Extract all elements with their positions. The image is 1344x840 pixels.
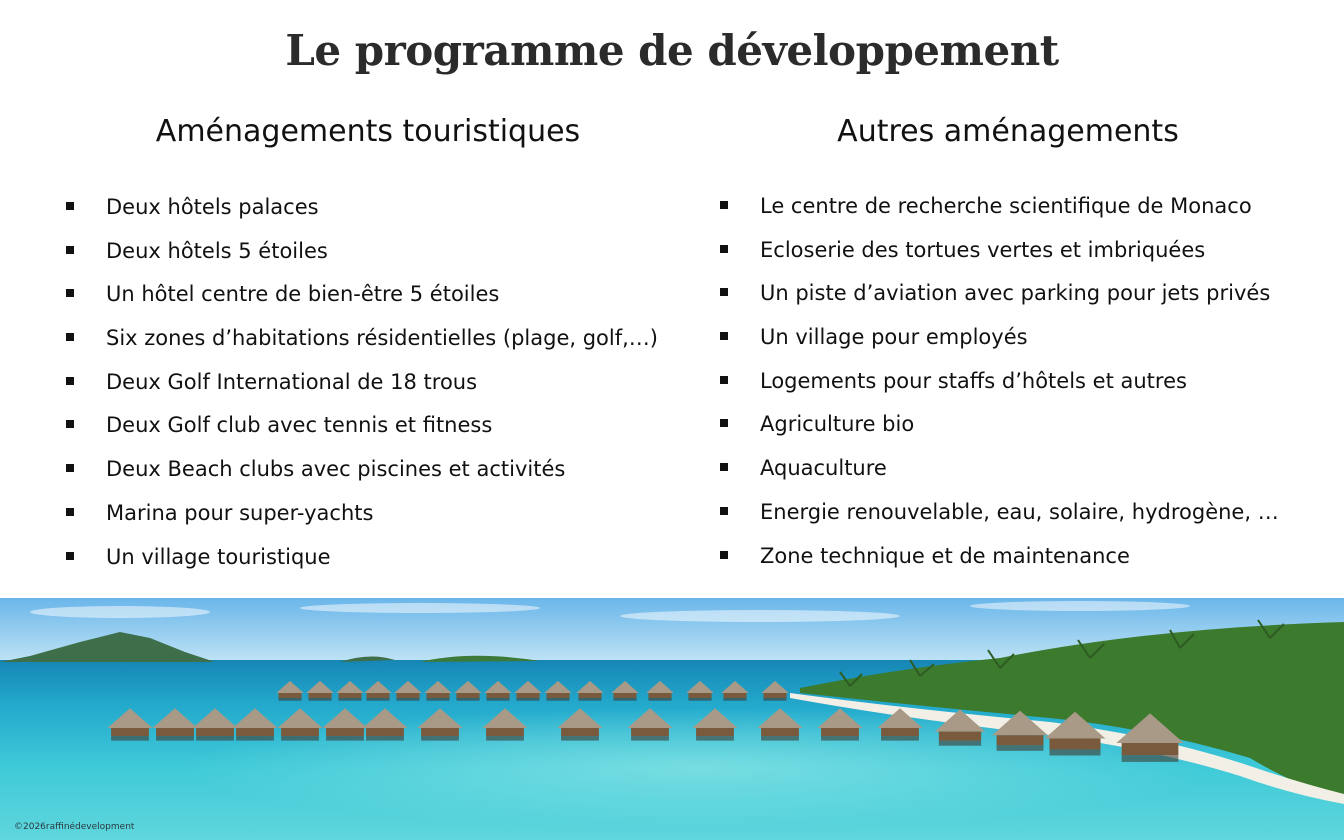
list-item: Ecloserie des tortues vertes et imbriquées: [718, 229, 1338, 273]
bungalow-deck: [613, 693, 636, 698]
bungalow-deck: [111, 728, 149, 736]
bungalow-stilts: [613, 698, 636, 701]
bungalow-stilts: [486, 698, 509, 701]
bungalow-deck: [1049, 739, 1100, 750]
bungalow-stilts: [546, 698, 569, 701]
bungalow-deck: [723, 693, 746, 698]
bullet-square-icon: [66, 552, 74, 560]
bungalow-stilts: [516, 698, 539, 701]
bungalow-deck: [939, 732, 981, 741]
bullet-square-icon: [720, 332, 728, 340]
bungalow-stilts: [561, 736, 599, 741]
bungalow-deck: [426, 693, 449, 698]
bungalow-stilts: [881, 736, 919, 741]
bungalow-stilts: [939, 741, 981, 746]
bungalow-stilts: [763, 698, 786, 701]
bungalow-deck: [763, 693, 786, 698]
bungalow-deck: [631, 728, 669, 736]
bungalow-deck: [456, 693, 479, 698]
copyright-notice: ©2026raffinédevelopment: [14, 822, 135, 832]
bungalow-stilts: [308, 698, 331, 701]
bungalow-deck: [281, 728, 319, 736]
lagoon-resort-photo: [0, 598, 1344, 840]
bungalow-stilts: [696, 736, 734, 741]
bungalow-deck: [486, 728, 524, 736]
bungalow-stilts: [723, 698, 746, 701]
bungalow-stilts: [366, 736, 404, 741]
bullet-square-icon: [720, 288, 728, 296]
bungalow-stilts: [578, 698, 601, 701]
bungalow-deck: [338, 693, 361, 698]
bullet-square-icon: [66, 464, 74, 472]
list-item: Deux Golf club avec tennis et fitness: [64, 404, 704, 448]
bullet-square-icon: [66, 420, 74, 428]
left-column-heading: Aménagements touristiques: [155, 114, 581, 149]
bungalow-stilts: [281, 736, 319, 741]
bungalow-stilts: [821, 736, 859, 741]
bungalow-deck: [366, 728, 404, 736]
bungalow-deck: [1122, 743, 1179, 755]
list-item: Deux Golf International de 18 trous: [64, 361, 704, 405]
bungalow-stilts: [396, 698, 419, 701]
bullet-square-icon: [66, 377, 74, 385]
bungalow-deck: [997, 735, 1044, 745]
bullet-square-icon: [66, 246, 74, 254]
bungalow-stilts: [631, 736, 669, 741]
bullet-square-icon: [66, 202, 74, 210]
bullet-square-icon: [720, 463, 728, 471]
bungalow-deck: [196, 728, 234, 736]
bungalow-deck: [366, 693, 389, 698]
overwater-bungalows-illustration: [0, 598, 1344, 840]
list-item: Le centre de recherche scientifique de Monaco: [718, 185, 1338, 229]
bungalow-stilts: [426, 698, 449, 701]
list-item: Un village pour employés: [718, 316, 1338, 360]
list-item: Energie renouvelable, eau, solaire, hydrogène, …: [718, 491, 1338, 535]
list-item: Aquaculture: [718, 447, 1338, 491]
list-item: Un hôtel centre de bien-être 5 étoiles: [64, 273, 704, 317]
bungalow-stilts: [236, 736, 274, 741]
bungalow-stilts: [486, 736, 524, 741]
bungalow-stilts: [648, 698, 671, 701]
bungalow-stilts: [761, 736, 799, 741]
bungalow-deck: [881, 728, 919, 736]
bungalow-deck: [486, 693, 509, 698]
list-item: Marina pour super-yachts: [64, 492, 704, 536]
bungalow-deck: [236, 728, 274, 736]
list-item: Zone technique et de maintenance: [718, 535, 1338, 579]
bungalow-stilts: [338, 698, 361, 701]
bungalow-stilts: [421, 736, 459, 741]
list-item: Deux hôtels palaces: [64, 186, 704, 230]
bungalow-stilts: [1122, 755, 1179, 762]
bungalow-deck: [308, 693, 331, 698]
bungalow-stilts: [997, 745, 1044, 751]
bullet-square-icon: [720, 376, 728, 384]
bungalow-deck: [578, 693, 601, 698]
bullet-square-icon: [66, 289, 74, 297]
bungalow-deck: [516, 693, 539, 698]
bungalow-stilts: [196, 736, 234, 741]
tourism-list: [64, 186, 704, 579]
list-item: Six zones d’habitations résidentielles (plage, golf,…): [64, 317, 704, 361]
bungalow-deck: [761, 728, 799, 736]
list-item: Un village touristique: [64, 536, 704, 580]
bungalow-deck: [688, 693, 711, 698]
bungalow-deck: [648, 693, 671, 698]
bungalow-stilts: [278, 698, 301, 701]
bullet-square-icon: [720, 201, 728, 209]
bullet-square-icon: [720, 245, 728, 253]
bungalow-deck: [326, 728, 364, 736]
bullet-square-icon: [720, 507, 728, 515]
bungalow-deck: [421, 728, 459, 736]
list-item: Un piste d’aviation avec parking pour jets privés: [718, 272, 1338, 316]
bullet-square-icon: [720, 551, 728, 559]
bungalow-deck: [696, 728, 734, 736]
bungalow-stilts: [456, 698, 479, 701]
bungalow-stilts: [156, 736, 194, 741]
bungalow-stilts: [366, 698, 389, 701]
bungalow-deck: [546, 693, 569, 698]
bungalow-stilts: [111, 736, 149, 741]
list-item: Agriculture bio: [718, 403, 1338, 447]
list-item: Deux hôtels 5 étoiles: [64, 230, 704, 274]
bungalow-stilts: [688, 698, 711, 701]
page-title: Le programme de développement: [285, 26, 1059, 75]
bungalow-stilts: [326, 736, 364, 741]
bungalow-deck: [396, 693, 419, 698]
list-item: Logements pour staffs d’hôtels et autres: [718, 360, 1338, 404]
bullet-square-icon: [66, 333, 74, 341]
bullet-square-icon: [66, 508, 74, 516]
bullet-square-icon: [720, 419, 728, 427]
bungalow-deck: [821, 728, 859, 736]
right-column-heading: Autres aménagements: [837, 114, 1179, 149]
bungalow-stilts: [1049, 749, 1100, 755]
list-item: Deux Beach clubs avec piscines et activités: [64, 448, 704, 492]
bungalow-deck: [278, 693, 301, 698]
bungalow-deck: [561, 728, 599, 736]
bungalow-deck: [156, 728, 194, 736]
other-developments-list: [718, 185, 1338, 578]
